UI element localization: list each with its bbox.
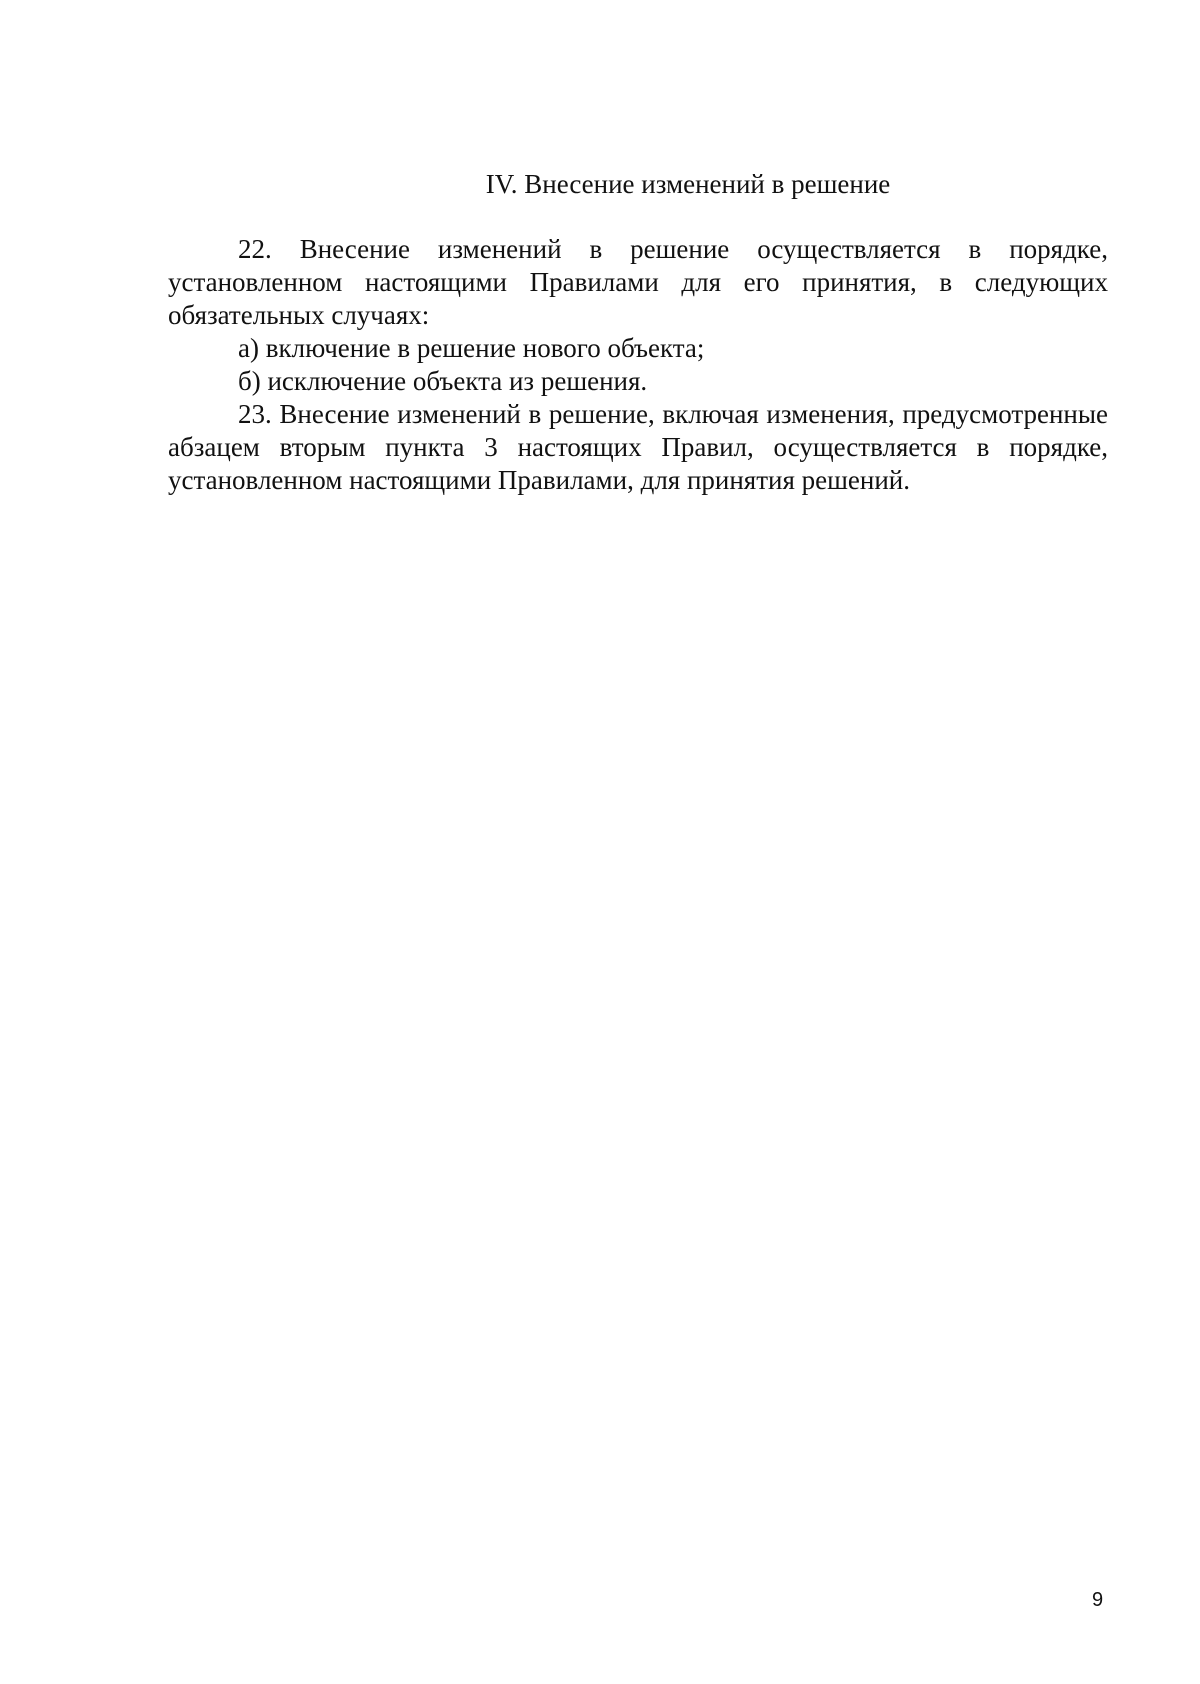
- paragraph-23: 23. Внесение изменений в решение, включая изменения, предусмотренные абзацем вторым пункта 3 настоящих Правил, осуществляется в порядке, установленном настоящими Правилами, для принятия решений.: [168, 399, 1108, 495]
- list-item-b: б) исключение объекта из решения.: [238, 366, 648, 396]
- list-item-a: а) включение в решение нового объекта;: [238, 333, 705, 363]
- paragraph-22: 22. Внесение изменений в решение осуществляется в порядке, установленном настоящими Правилами для его принятия, в следующих обязательных случаях:: [168, 234, 1108, 330]
- document-body: [168, 168, 1108, 497]
- page-number: 9: [1092, 1589, 1104, 1611]
- section-title: IV. Внесение изменений в решение: [485, 169, 891, 199]
